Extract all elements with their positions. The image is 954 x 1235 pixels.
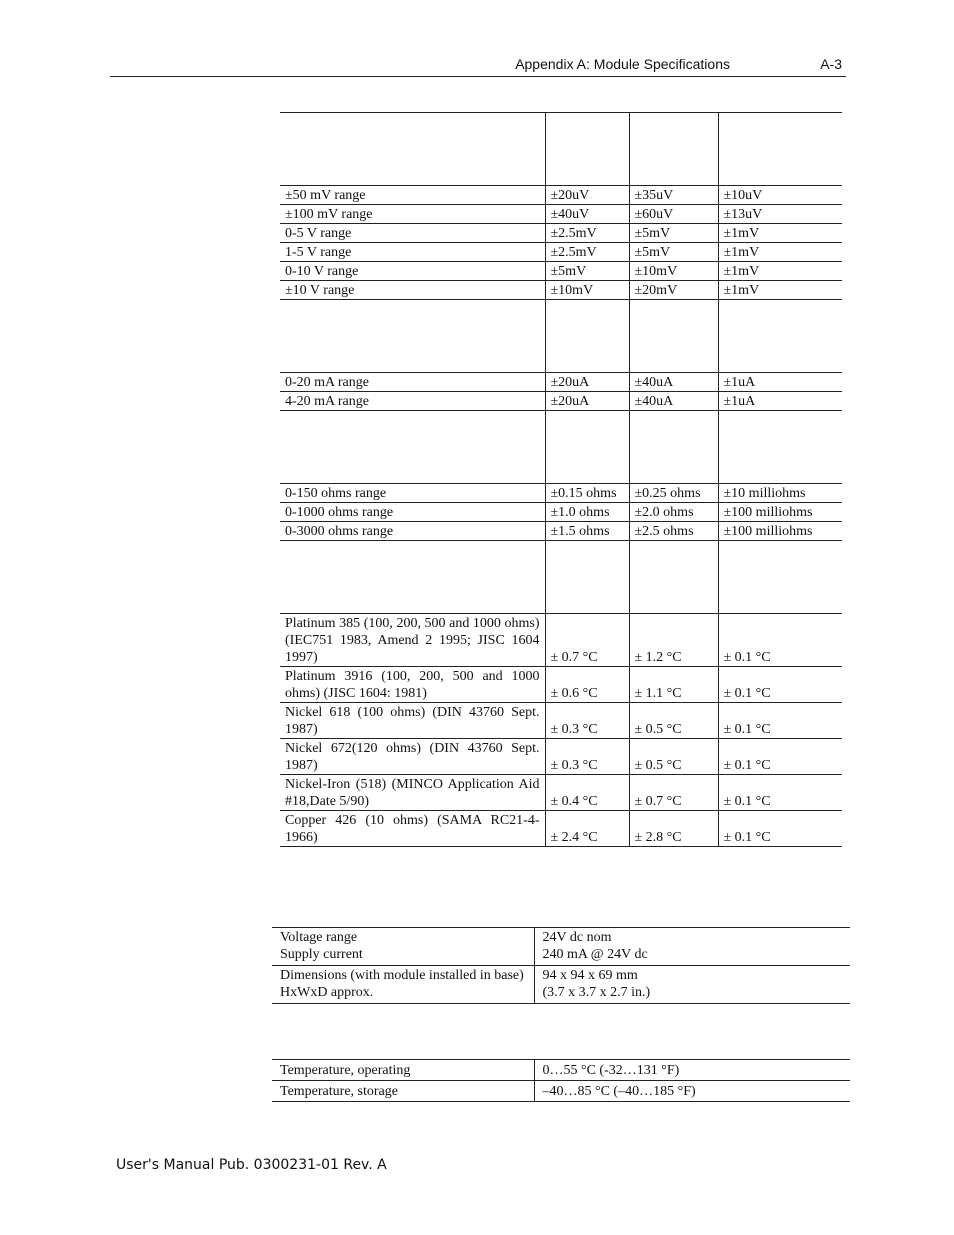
table-row (280, 739, 842, 775)
accuracy-0-55c-cell: ±2.5 ohms (629, 522, 718, 541)
accuracy-25c-cell: ±40uV (545, 205, 629, 224)
table-row (272, 1081, 850, 1102)
spec-label-cell: 0-150 ohms range (280, 484, 545, 503)
resolution-cell: ±10 milliohms (718, 484, 842, 503)
accuracy-0-55c-cell: ±35uV (629, 186, 718, 205)
accuracy-25c-cell: ± 0.4 °C (545, 775, 629, 811)
resolution-cell: ± 0.1 °C (718, 811, 842, 847)
spec-label-cell: ±50 mV range (280, 186, 545, 205)
table-row (272, 928, 850, 966)
accuracy-25c-cell: ±10mV (545, 281, 629, 300)
env-value-cell: 0…55 °C (-32…131 °F) (534, 1060, 850, 1081)
table-row (280, 522, 842, 541)
accuracy-0-55c-cell: ±40uA (629, 392, 718, 411)
accuracy-25c-cell: ±1.5 ohms (545, 522, 629, 541)
accuracy-25c-cell: ±2.5mV (545, 224, 629, 243)
resolution-cell: ±1mV (718, 243, 842, 262)
accuracy-0-55c-cell: ±60uV (629, 205, 718, 224)
resolution-cell: ± 0.1 °C (718, 739, 842, 775)
spec-label-cell: 0-3000 ohms range (280, 522, 545, 541)
spec-label-cell: Nickel 618 (100 ohms) (DIN 43760 Sept. 1987) (280, 703, 545, 739)
resolution-cell: ±13uV (718, 205, 842, 224)
spec-label-cell: 0-10 V range (280, 262, 545, 281)
table-row (280, 281, 842, 300)
table-row (280, 811, 842, 847)
table-row-blank (280, 113, 842, 186)
accuracy-25c-cell: ± 0.6 °C (545, 667, 629, 703)
page-header (110, 56, 846, 77)
dimensions-label: Dimensions (with module installed in base) (280, 968, 524, 983)
table-row-blank (280, 541, 842, 614)
table-row (280, 703, 842, 739)
accuracy-25c-cell: ± 0.3 °C (545, 703, 629, 739)
accuracy-0-55c-cell: ±5mV (629, 224, 718, 243)
accuracy-25c-cell: ±2.5mV (545, 243, 629, 262)
spec-label-cell: 1-5 V range (280, 243, 545, 262)
accuracy-0-55c-cell: ±20mV (629, 281, 718, 300)
resolution-cell: ±100 milliohms (718, 522, 842, 541)
voltage-range-value: 24V dc nom (542, 930, 612, 945)
page-footer: User's Manual Pub. 0300231-01 Rev. A (116, 1157, 387, 1173)
accuracy-25c-cell: ±1.0 ohms (545, 503, 629, 522)
accuracy-0-55c-cell: ±0.25 ohms (629, 484, 718, 503)
accuracy-25c-cell: ±20uA (545, 373, 629, 392)
resolution-cell: ±1uA (718, 373, 842, 392)
accuracy-0-55c-cell: ±10mV (629, 262, 718, 281)
resolution-cell: ± 0.1 °C (718, 614, 842, 667)
table-row (280, 614, 842, 667)
accuracy-0-55c-cell: ±40uA (629, 373, 718, 392)
resolution-cell: ±10uV (718, 186, 842, 205)
spec-label-cell: 0-1000 ohms range (280, 503, 545, 522)
supply-current-value: 240 mA @ 24V dc (542, 947, 648, 962)
resolution-cell: ±1mV (718, 224, 842, 243)
table-row-blank (280, 300, 842, 373)
spec-label-cell: 0-5 V range (280, 224, 545, 243)
spec-label-cell: ±100 mV range (280, 205, 545, 224)
spec-label-cell: 0-20 mA range (280, 373, 545, 392)
voltage-range-label: Voltage range (280, 930, 358, 945)
env-value-cell: –40…85 °C (–40…185 °F) (534, 1081, 850, 1102)
table-row (280, 243, 842, 262)
accuracy-25c-cell: ±20uV (545, 186, 629, 205)
env-label-cell: Temperature, storage (272, 1081, 534, 1102)
table-row (280, 205, 842, 224)
spec-label-cell: 4-20 mA range (280, 392, 545, 411)
spec-label-cell: Platinum 3916 (100, 200, 500 and 1000 ohms) (JISC 1604: 1981) (280, 667, 545, 703)
table-row (280, 392, 842, 411)
table-row (280, 262, 842, 281)
dimensions-hxwxd-label: HxWxD approx. (280, 985, 374, 1000)
accuracy-0-55c-cell: ± 0.5 °C (629, 739, 718, 775)
accuracy-0-55c-cell: ± 1.1 °C (629, 667, 718, 703)
table-row (272, 1060, 850, 1081)
spec-label-cell: Nickel-Iron (518) (MINCO Application Aid #18,Date 5/90) (280, 775, 545, 811)
table-row (280, 775, 842, 811)
environment-spec-table (272, 1059, 850, 1102)
accuracy-0-55c-cell: ± 0.7 °C (629, 775, 718, 811)
resolution-cell: ± 0.1 °C (718, 775, 842, 811)
header-section-title: Appendix A: Module Specifications (515, 56, 730, 72)
accuracy-25c-cell: ±0.15 ohms (545, 484, 629, 503)
resolution-cell: ±1mV (718, 281, 842, 300)
env-label-cell: Temperature, operating (272, 1060, 534, 1081)
accuracy-25c-cell: ± 0.3 °C (545, 739, 629, 775)
table-row (272, 966, 850, 1004)
accuracy-0-55c-cell: ± 2.8 °C (629, 811, 718, 847)
table-row (280, 224, 842, 243)
spec-label-cell: Copper 426 (10 ohms) (SAMA RC21-4-1966) (280, 811, 545, 847)
resolution-cell: ±1mV (718, 262, 842, 281)
resolution-cell: ± 0.1 °C (718, 667, 842, 703)
table-row-blank (280, 411, 842, 484)
accuracy-25c-cell: ± 0.7 °C (545, 614, 629, 667)
spec-label-cell: Platinum 385 (100, 200, 500 and 1000 ohms) (IEC751 1983, Amend 2 1995; JISC 1604 1997) (280, 614, 545, 667)
resolution-cell: ±100 milliohms (718, 503, 842, 522)
accuracy-0-55c-cell: ± 0.5 °C (629, 703, 718, 739)
table-row (280, 503, 842, 522)
accuracy-0-55c-cell: ±5mV (629, 243, 718, 262)
header-page-number: A-3 (820, 56, 842, 72)
accuracy-25c-cell: ± 2.4 °C (545, 811, 629, 847)
accuracy-0-55c-cell: ± 1.2 °C (629, 614, 718, 667)
table-row (280, 373, 842, 392)
accuracy-25c-cell: ±20uA (545, 392, 629, 411)
table-row (280, 484, 842, 503)
accuracy-25c-cell: ±5mV (545, 262, 629, 281)
accuracy-spec-table (280, 112, 842, 847)
spec-label-cell: Nickel 672(120 ohms) (DIN 43760 Sept. 1987) (280, 739, 545, 775)
resolution-cell: ± 0.1 °C (718, 703, 842, 739)
dimensions-in-value: (3.7 x 3.7 x 2.7 in.) (542, 985, 651, 1000)
dimensions-mm-value: 94 x 94 x 69 mm (542, 968, 638, 983)
resolution-cell: ±1uA (718, 392, 842, 411)
supply-current-label: Supply current (280, 947, 363, 962)
power-spec-table (272, 927, 850, 1004)
spec-label-cell: ±10 V range (280, 281, 545, 300)
table-row (280, 667, 842, 703)
table-row (280, 186, 842, 205)
accuracy-0-55c-cell: ±2.0 ohms (629, 503, 718, 522)
